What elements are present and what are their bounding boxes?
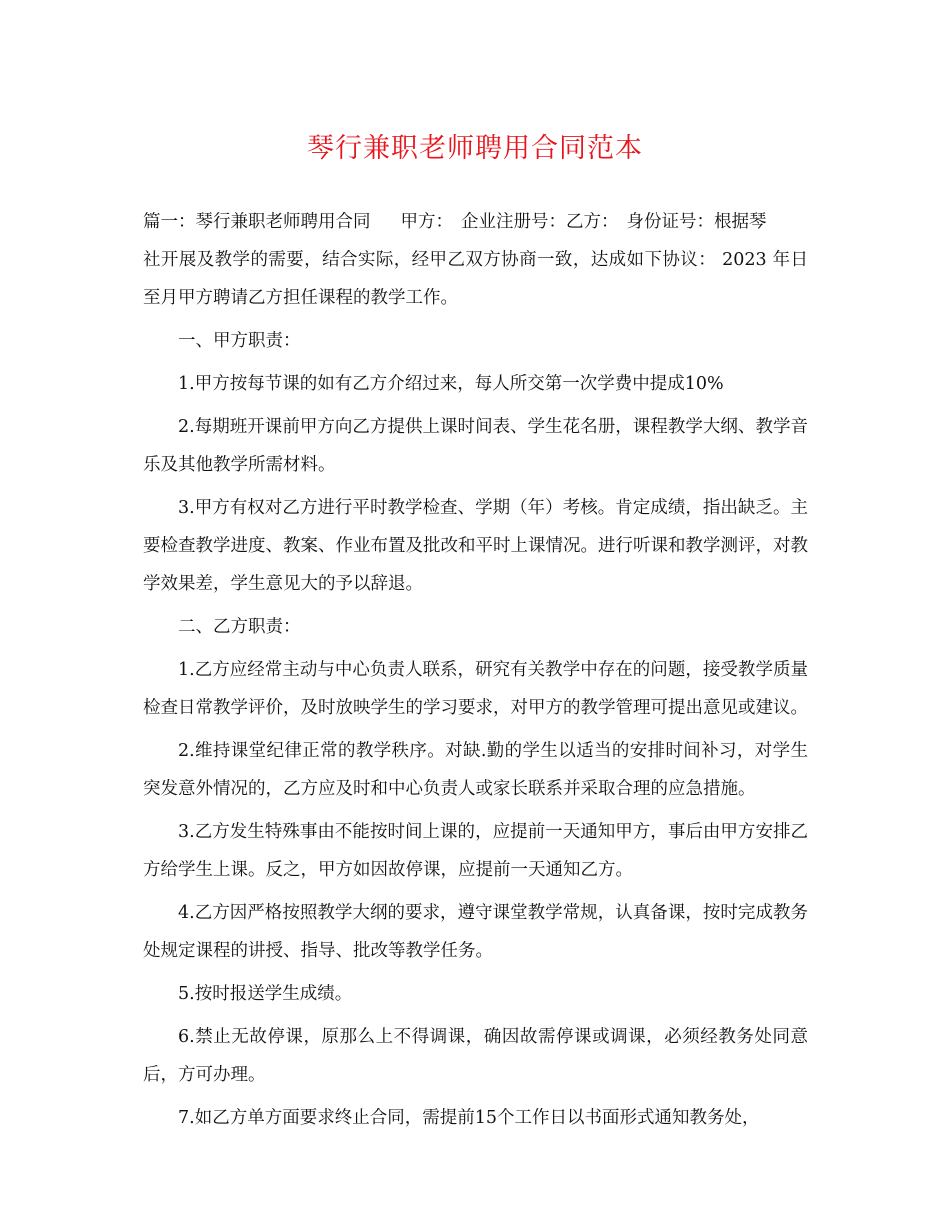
- intro-party-a: 甲方：: [400, 212, 453, 232]
- clause-item: 1.乙方应经常主动与中心负责人联系，研究有关教学中存在的问题，接受教学质量检查日常教学评价，及时放映学生的学习要求，对甲方的教学管理可提出意见或建议。: [143, 660, 808, 718]
- intro-first-line: [143, 203, 808, 241]
- document-title: 琴行兼职老师聘用合同范本: [307, 133, 643, 164]
- clause-item: 7.如乙方单方面要求终止合同，需提前15个工作日以书面形式通知教务处，: [178, 1108, 760, 1128]
- clause-item: 5.按时报送学生成绩。: [178, 984, 353, 1004]
- intro-id-no: 身份证号：根据琴: [626, 212, 767, 232]
- clause-item: 3.甲方有权对乙方进行平时教学检查、学期（年）考核。肯定成绩，指出缺乏。主要检查教学进度、教案、作业布置及批改和平时上课情况。进行听课和教学测评，对教学效果差，学生意见大的予以辞退。: [143, 498, 808, 594]
- clause-item: 4.乙方因严格按照教学大纲的要求，遵守课堂教学常规，认真备课，按时完成教务处规定课程的讲授、指导、批改等教学任务。: [143, 903, 808, 961]
- section-heading: 一、甲方职责：: [178, 331, 301, 351]
- clause-item: 1.甲方按每节课的如有乙方介绍过来，每人所交第一次学费中提成10%: [178, 374, 724, 394]
- clause-item: 2.每期班开课前甲方向乙方提供上课时间表、学生花名册，课程教学大纲、教学音乐及其他教学所需材料。: [143, 417, 808, 475]
- document-body: [143, 203, 808, 1142]
- clause-item: 6.禁止无故停课，原那么上不得调课，确因故需停课或调课，必须经教务处同意后，方可办理。: [143, 1027, 808, 1085]
- intro-continuation: 社开展及教学的需要，结合实际，经甲乙双方协商一致，达成如下协议： 2023 年日至月甲方聘请乙方担任课程的教学工作。: [143, 250, 808, 308]
- intro-reg-no: 企业注册号：乙方：: [461, 212, 619, 232]
- clause-item: 2.维持课堂纪律正常的教学秩序。对缺.勤的学生以适当的安排时间补习，对学生突发意外情况的，乙方应及时和中心负责人或家长联系并采取合理的应急措施。: [143, 741, 808, 799]
- intro-part-label: 篇一：琴行兼职老师聘用合同: [143, 212, 371, 232]
- section-heading: 二、乙方职责：: [178, 617, 301, 637]
- clause-item: 3.乙方发生特殊事由不能按时间上课的，应提前一天通知甲方，事后由甲方安排乙方给学生上课。反之，甲方如因故停课，应提前一天通知乙方。: [143, 822, 808, 880]
